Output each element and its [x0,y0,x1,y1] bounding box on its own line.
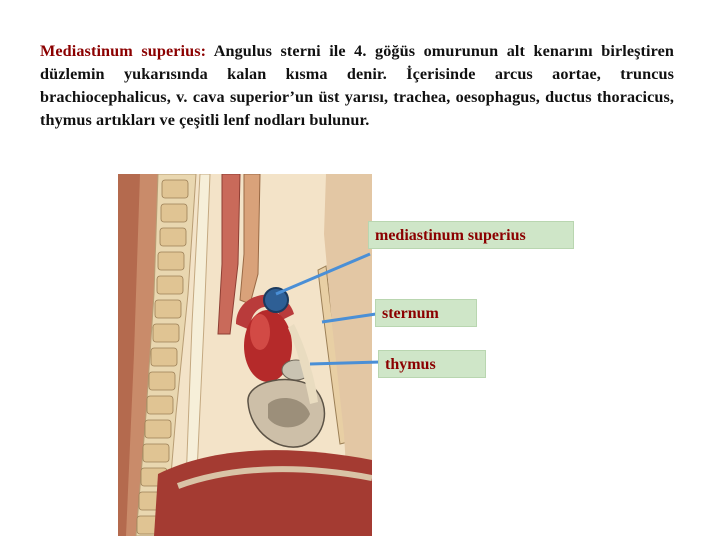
paragraph-body: Angulus sterni ile 4. göğüs omurunun alt kenarını birleştiren düzlemin yukarısında kalan kısma denir. İçerisinde arcus aortae, truncus brachiocephalicus, v. cava superior’un üst yarısı, trachea, oesophagus, ductus thoracicus, thymus artıkları ve çeşitli lenf nodları bulunur. [40,42,674,129]
label-mediastinum-superius: mediastinum superius [368,221,574,249]
pointer-line-sternum [322,314,376,322]
label-sternum: sternum [375,299,477,327]
pointer-line-thymus [310,362,380,364]
paragraph-heading: Mediastinum superius: [40,42,207,60]
label-thymus: thymus [378,350,486,378]
pointer-line-mediastinum [276,254,370,294]
